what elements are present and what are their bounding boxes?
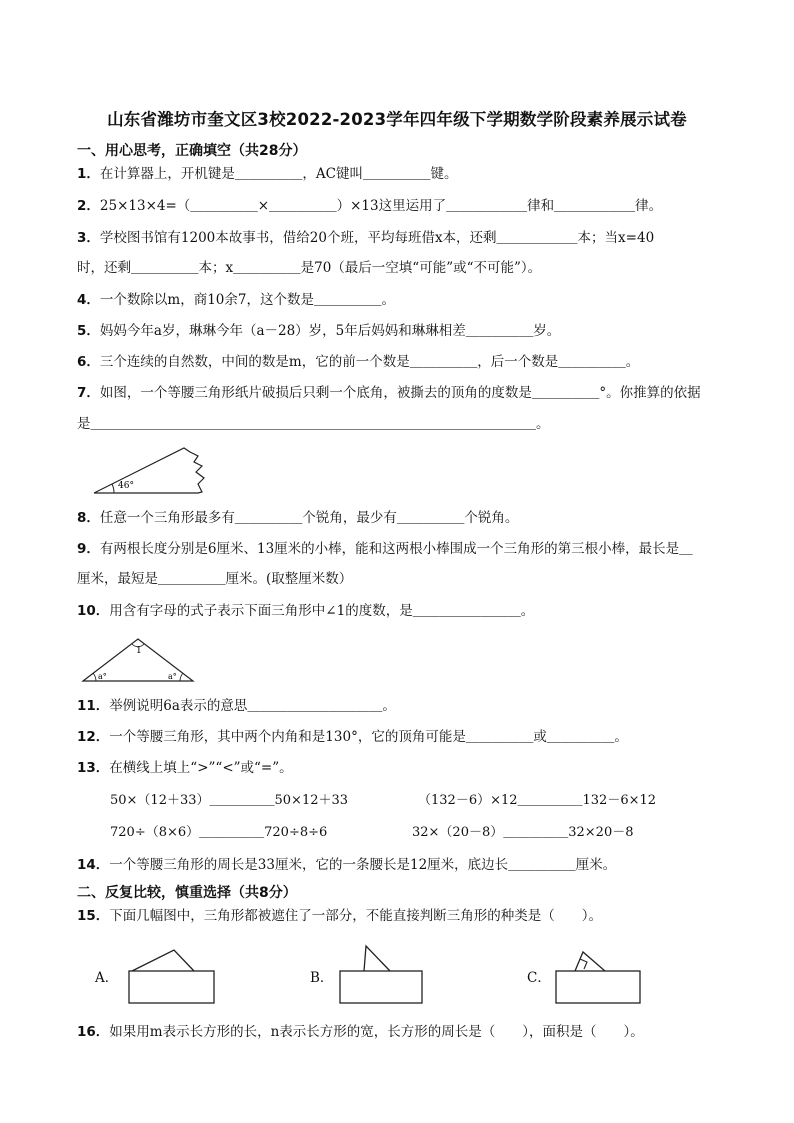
option-c-triangle [575,952,605,971]
option-b-label[interactable]: B． [310,970,334,986]
section-heading-fill-in: 一、用心思考，正确填空（共28分） [77,143,307,159]
section-heading-multiple-choice: 二、反复比较，慎重选择（共8分） [77,885,297,901]
question-text: 三个连续的自然数，中间的数是m，它的前一个数是＿＿＿＿＿，后一个数是＿＿＿＿＿。 [99,354,640,370]
question-number: 2． [77,198,100,214]
question-number: 13． [77,760,110,776]
left-angle-label: a° [98,672,107,681]
exam-title: 山东省潍坊市奎文区3校2022-2023学年四年级下学期数学阶段素养展示试卷 [107,110,687,129]
question-10 [77,602,534,620]
question-text: 在横线上填上“>”“<”或“=”。 [109,760,293,776]
question-2 [77,197,662,215]
question-text-line1: 有两根长度分别是6厘米、13厘米的小棒，能和这两根小棒围成一个三角形的第三根小棒，最长是＿ [99,541,693,557]
question-text: 举例说明6a表示的意思＿＿＿＿＿＿＿＿＿＿。 [109,698,396,714]
question-7 [77,384,701,402]
question-text: 如果用m表示长方形的长，n表示长方形的宽，长方形的周长是（ ），面积是（ ）。 [109,1024,644,1040]
question-text: 下面几幅图中，三角形都被遮住了一部分，不能直接判断三角形的种类是（ ）。 [109,908,603,924]
question-text: 任意一个三角形最多有＿＿＿＿＿个锐角，最少有＿＿＿＿＿个锐角。 [99,510,519,526]
question-12 [77,728,628,746]
question-text: 妈妈今年a岁，琳琳今年（a－28）岁，5年后妈妈和琳琳相差＿＿＿＿＿岁。 [99,323,561,339]
question-number: 3． [77,230,100,246]
question-number: 15． [77,908,110,924]
option-a-triangle [132,950,194,971]
question-14 [77,856,616,874]
question-15 [77,907,602,925]
question-7-line2: 是＿＿＿＿＿＿＿＿＿＿＿＿＿＿＿＿＿＿＿＿＿＿＿＿＿＿＿＿＿＿＿＿＿。 [77,416,550,432]
left-angle-arc [93,673,96,681]
question-9-line2: 厘米，最短是＿＿＿＿＿厘米。(取整厘米数） [77,571,353,587]
option-c-label[interactable]: C． [527,970,551,986]
right-angle-arc [180,673,183,681]
option-a-figure[interactable] [126,946,218,1006]
question-number: 8． [77,510,100,526]
question-11 [77,697,396,715]
question-text: 用含有字母的式子表示下面三角形中∠1的度数，是＿＿＿＿＿＿＿＿。 [109,603,535,619]
question-5 [77,322,560,340]
isosceles-triangle-figure [80,635,196,685]
question-13 [77,759,293,777]
question-text: 25×13×4=（＿＿＿＿＿×＿＿＿＿＿）×13这里运用了＿＿＿＿＿＿律和＿＿＿＿＿＿律。 [99,198,663,214]
question-text-line1: 学校图书馆有1200本故事书，借给20个班，平均每班借x本，还剩＿＿＿＿＿＿本；当x=40 [99,230,655,246]
question-text: 一个数除以m，商10余7，这个数是＿＿＿＿＿。 [99,292,395,308]
question-1 [77,165,457,183]
question-text-line1: 如图，一个等腰三角形纸片破损后只剩一个底角，被撕去的顶角的度数是＿＿＿＿＿°。你推算的依据 [99,385,701,401]
question-number: 11． [77,698,110,714]
question-number: 6． [77,354,100,370]
option-b-triangle [364,946,390,971]
question-number: 16． [77,1024,110,1040]
angle-arc [112,484,114,493]
question-4 [77,291,395,309]
option-a-cover-rect [129,971,214,1003]
question-6 [77,353,639,371]
angle-label: 46° [118,481,134,491]
question-text: 在计算器上，开机键是＿＿＿＿＿，AC键叫＿＿＿＿＿键。 [99,166,458,182]
option-b-figure[interactable] [336,942,428,1006]
option-b-cover-rect [340,971,422,1003]
option-c-cover-rect [556,971,640,1003]
question-3-line2: 时，还剩＿＿＿＿＿本；x＿＿＿＿＿是70（最后一空填“可能”或“不可能”）。 [77,260,542,276]
question-number: 9． [77,541,100,557]
question-number: 10． [77,603,110,619]
compare-item-4: 32×（20－8）＿＿＿＿＿32×20－8 [412,825,634,840]
top-angle-label: 1 [136,646,142,656]
question-8 [77,509,518,527]
question-3 [77,229,654,247]
question-9 [77,540,693,558]
right-angle-label: a° [168,672,177,681]
torn-triangle-shape [94,448,204,493]
question-number: 12． [77,729,110,745]
torn-triangle-figure [90,442,220,498]
option-c-figure[interactable] [553,944,643,1006]
compare-item-1: 50×（12＋33）＿＿＿＿＿50×12＋33 [110,793,349,808]
question-number: 14． [77,857,110,873]
question-16 [77,1023,644,1041]
question-number: 5． [77,323,100,339]
question-text: 一个等腰三角形，其中两个内角和是130°，它的顶角可能是＿＿＿＿＿或＿＿＿＿＿。 [109,729,628,745]
question-number: 1． [77,166,100,182]
compare-item-3: 720÷（8×6）＿＿＿＿＿720÷8÷6 [110,825,328,840]
question-number: 4． [77,292,100,308]
question-text: 一个等腰三角形的周长是33厘米，它的一条腰长是12厘米，底边长＿＿＿＿＿厘米。 [109,857,617,873]
compare-item-2: （132－6）×12＿＿＿＿＿132－6×12 [418,793,657,808]
option-a-label[interactable]: A． [95,970,119,986]
question-number: 7． [77,385,100,401]
right-angle-mark [580,959,587,969]
